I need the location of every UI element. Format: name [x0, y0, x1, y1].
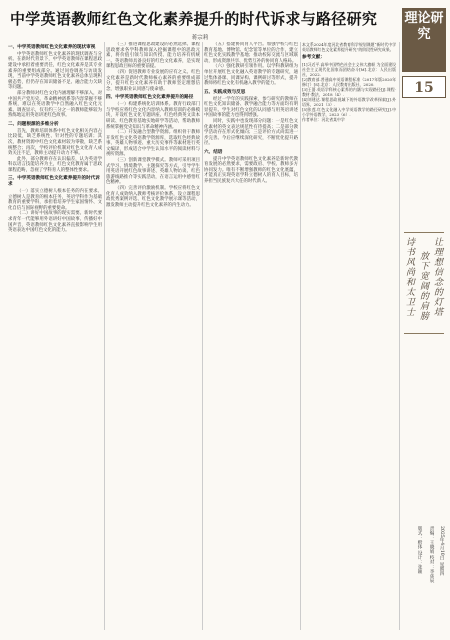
paragraph: 同时，实践中也发现部分问题：一是红色文化素材的英文表达规范性有待提高；二是部分教学活动存在形式化倾向；三是评价方式尚需进一步完善。今后应继续深化研究，不断优化提升路径。 — [204, 118, 298, 147]
text-column-2 — [106, 42, 200, 632]
paragraph: （一）构建系统化培训体系。教育行政部门与学校应将红色文化内容纳入教师培训的必修模块，开设红色文化专题讲座、红色经典英文读本研读、红色教育基地实地研学等活动，帮助教师系统掌握党史知识与革命精神内涵。 — [106, 102, 200, 130]
poem-line-3: 诗书风尚和太卫士 — [404, 237, 414, 317]
editor-credits: 责编：王晓娟 校对：李彦辰 — [429, 526, 434, 583]
paragraph: 本文系2024年度河北省教育科学规划课题“新时代中学英语教师红色文化素养提升研究”的阶段性研究成果。 — [302, 42, 396, 52]
section-heading: 二、问题根源的多维分析 — [8, 121, 59, 127]
paragraph: （四）完善评价激励机制。学校应将红色文化育人成效纳入教师考核评价体系，设立课程思政优秀案例评选、红色文化教学展示课等活动，激发教师主动提升红色文化素养的内生动力。 — [106, 186, 200, 208]
paragraph: 此外，部分教师存在认识偏差，认为英语学科以语言技能培养为主，红色文化教育属于思政课程范畴，忽视了学科育人的整体性要求。 — [8, 156, 102, 173]
paragraph: [3]王蔷.英语学科核心素养的内涵与实现路径[J].课程·教材·教法，2018（4）. — [302, 86, 396, 97]
paragraph: [5]张莲.红色文化融入中学英语教学的路径研究[J].中小学外语教学，2023（6）. — [302, 106, 396, 117]
text-column-1 — [8, 42, 102, 632]
column-divider — [300, 42, 301, 630]
section-title: 理论研究 — [402, 8, 446, 72]
paragraph: [4]刘建达.课程思政视域下的外语教学改革探索[J].外语界，2021（3）. — [302, 96, 396, 107]
text-column-4 — [302, 42, 396, 632]
paragraph: （三）创新课堂教学模式。教师可采用项目式学习、情境教学、主题探究等方式，引导学生用英语开展红色故事讲述、英雄人物访谈、红色旅游线路推介等实践活动，在语言运用中感悟红色精神。 — [106, 158, 200, 186]
page-number: 15 — [402, 76, 446, 98]
issue-date: 2025年4月10日 星期四 — [439, 526, 444, 576]
paragraph: 作者单位：河北省某中学 — [302, 116, 345, 122]
column-divider — [399, 42, 400, 630]
poem-line-1: 让理想信念的灯塔 — [432, 237, 442, 317]
paragraph: （四）促进教师专业发展的应有之义。红色文化素养是新时代教师核心素养的重要组成部分，提升红色文化素养有助于教师坚定理想信念，增强职业认同感与使命感。 — [106, 69, 200, 92]
section-heading: 三、中学英语教师红色文化素养提升的时代诉求 — [8, 176, 100, 188]
section-heading: 五、实践成效与反思 — [204, 89, 246, 95]
paragraph: 经过一学年的实践探索，参与研究的教师在红色文化知识储备、教学融合能力等方面均有明显提升。学生对红色文化的认同感与用英语讲述中国故事的能力也得到增强。 — [204, 96, 298, 119]
paragraph: （六）强化教研引领作用。以学科教研组为单位开展红色文化融入英语教学的专题研究，通过集体备课、同课异构、课例研讨等形式，提升教师将红色文化有机融入教学的能力。 — [204, 64, 298, 87]
section-heading: 参考文献： — [302, 55, 325, 60]
paragraph: 部分教师对红色文化内涵理解不够深入，对中国共产党历史、革命精神谱系等内容掌握不够系统，难以在英语教学中自然融入红色文化元素。调查显示，仅有约三分之一的教师能够较为熟练地运用英语讲述红色故事。 — [8, 90, 102, 119]
text-column-3 — [204, 42, 298, 632]
paragraph: （二）开发融合型教学资源。组织骨干教师开发红色文化英语教学资源库，选取红色经典故事、英雄人物事迹、重大历史事件等素材进行英文编译，形成适合中学生认知水平的阅读材料与视听资源。 — [106, 130, 200, 158]
editor-info — [404, 526, 444, 634]
layout-credits: 版式：楷体 设计：张颖 — [417, 526, 422, 574]
section-heading: 四、中学英语教师红色文化素养提升的路径 — [106, 95, 194, 101]
paragraph: 首先，教师培训体系中红色文化相关内容占比较低，缺乏系统性、针对性的专题培训；其次，教材资源中红色文化素材较为零散，缺乏系统整合；再次，学校评价机制对红色文化育人成效关注不足，教师主动提升动力不够。 — [8, 128, 102, 157]
paragraph: （一）落实立德树人根本任务的内在要求。立德树人是教育的根本任务，英语学科作为基础教育的重要学科，承担着培养学生家国情怀、文化自信与国际视野的重要使命。 — [8, 189, 102, 211]
column-divider — [202, 42, 203, 630]
paragraph: [1]习近平.高举中国特色社会主义伟大旗帜 为全面建设社会主义现代化国家而团结奋斗[M].北京：人民出版社，2022. — [302, 61, 396, 77]
paragraph: [2]教育部.普通高中英语课程标准（2017年版2020年修订）[S].北京：人民教育出版社，2020. — [302, 76, 396, 87]
article-author: 蒋宗莉 — [191, 35, 209, 41]
paragraph: （五）搭建协同育人平台。加强学校与红色教育基地、博物馆、纪念馆等单位的合作，建立红色文化实践教学基地；推动校际交流与区域联动，形成资源共享、优势互补的协同育人格局。 — [204, 42, 298, 64]
article-body — [8, 42, 394, 632]
right-sidebar — [402, 6, 446, 634]
poem-box — [404, 232, 444, 334]
section-heading: 六、结语 — [204, 149, 223, 155]
poem-line-2: 放下宽阔的肩膀 — [418, 251, 428, 321]
section-heading: 一、中学英语教师红色文化素养的现状审视 — [8, 45, 96, 50]
column-divider — [104, 42, 105, 630]
paragraph: 提升中学英语教师红色文化素养是新时代教育发展的必然要求，需要政府、学校、教师多方协同发力。唯有不断增强教师的红色文化底蕴，才能真正实现英语学科立德树人的育人目标，培养担当民族复兴大任的时代新人。 — [204, 156, 298, 185]
paragraph: 中学英语教师红色文化素养的现状调查与分析。在新时代背景下，中学英语教师在课程思政建设中承担着重要责任，红色文化素养是其专业素养的重要组成部分。通过问卷调查与访谈发现，当前中学英语教师红色文化素养总体呈现积极态势，但仍存在知识储备不足、融合能力欠缺等问题。 — [8, 51, 102, 91]
article-title: 中学英语教师红色文化素养提升的时代诉求与路径研究 — [10, 10, 378, 28]
paragraph: （二）讲好中国故事的现实需要。新时代要求青年一代能够用外语讲好中国故事、传播好中国声音，英语教师红色文化素养直接影响学生用英语表达中国红色文化的能力。 — [8, 211, 102, 234]
paragraph: （三）推进课程思政建设的必然选择。课程思政要求各学科教师深入挖掘课程中的思政元素，将价值引领与知识传授、能力培养有机统一。英语教师具备良好的红色文化素养，是实现课程思政目标的重要前提。 — [106, 42, 200, 70]
